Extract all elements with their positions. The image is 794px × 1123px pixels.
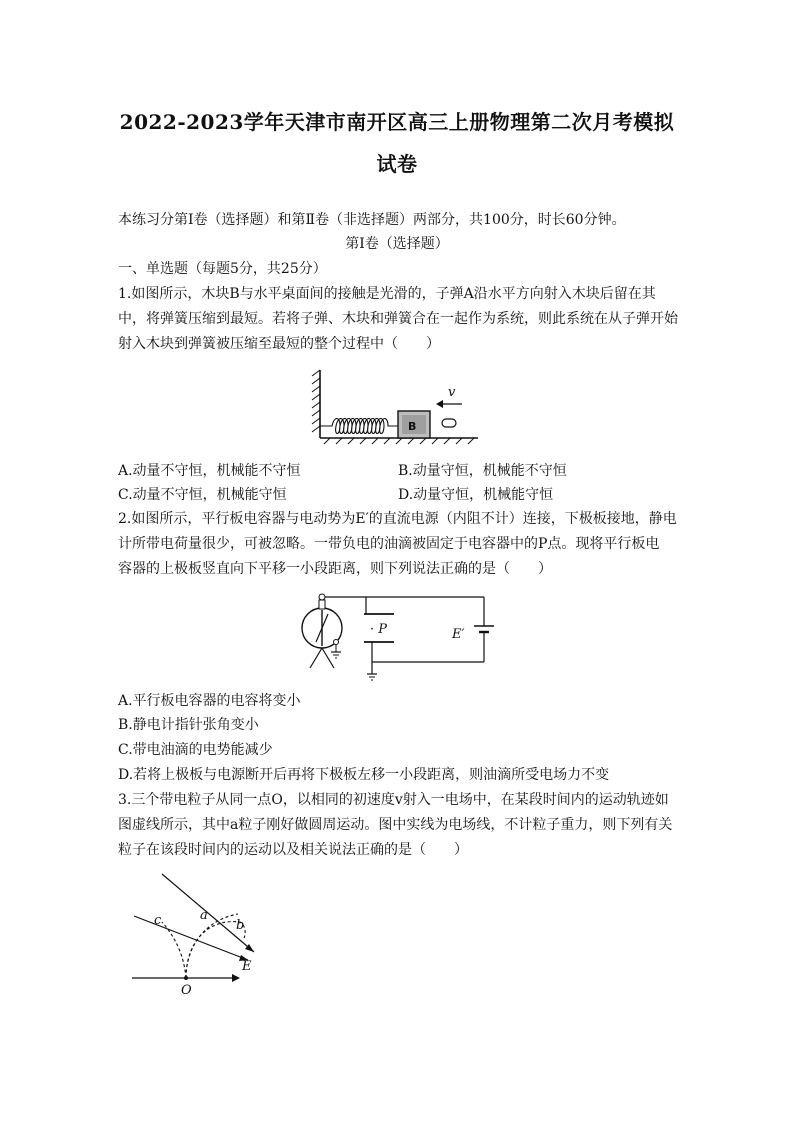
q2-option-c[interactable]: C.带电油滴的电势能减少	[118, 742, 273, 758]
q1-stem-line1: 1.如图所示，木块B与水平桌面间的接触是光滑的，子弹A沿水平方向射入木块后留在其	[118, 286, 656, 302]
q3-label-O: O	[181, 983, 192, 998]
q2-stem-line1: 2.如图所示，平行板电容器与电动势为E′的直流电源（内阻不计）连接，下极板接地，静电	[118, 511, 677, 527]
q2-option-d[interactable]: D.若将上极板与电源断开后再将下极板左移一小段距离，则油滴所受电场力不变	[118, 767, 610, 783]
q3-stem-line2: 图虚线所示，其中a粒子刚好做圆周运动。图中实线为电场线，不计粒子重力，则下列有关	[118, 817, 673, 833]
q1-option-c[interactable]: C.动量不守恒，机械能守恒	[118, 487, 287, 503]
q1-option-d[interactable]: D.动量守恒，机械能守恒	[398, 487, 554, 503]
q1-figure	[310, 366, 490, 446]
q3-label-a: a	[200, 908, 208, 923]
q2-option-a[interactable]: A.平行板电容器的电容将变小	[118, 693, 301, 709]
q1-block-label: B	[408, 420, 417, 433]
q3-stem-line1: 3.三个带电粒子从同一点O，以相同的初速度v射入一电场中，在某段时间内的运动轨迹如	[118, 792, 669, 808]
q2-option-b[interactable]: B.静电计指针张角变小	[118, 717, 259, 733]
q3-label-b: b	[236, 918, 245, 933]
q1-stem-line2: 中，将弹簧压缩到最短。若将子弹、木块和弹簧合在一起作为系统，则此系统在从子弹开始	[118, 311, 678, 327]
q1-velocity-label: v	[448, 385, 456, 400]
q3-label-c: c	[154, 913, 162, 928]
q3-stem-line3: 粒子在该段时间内的运动以及相关说法正确的是（ ）	[118, 842, 468, 858]
exam-title-line1: 2022-2023学年天津市南开区高三上册物理第二次月考模拟	[119, 110, 675, 134]
exam-title-line2: 试卷	[376, 152, 418, 176]
q2-point-label: · P	[370, 622, 388, 637]
q1-stem-line3: 射入木块到弹簧被压缩至最短的整个过程中（ ）	[118, 336, 440, 352]
q3-figure	[128, 868, 268, 1000]
intro-text: 本练习分第Ⅰ卷（选择题）和第Ⅱ卷（非选择题）两部分，共100分，时长60分钟。	[118, 212, 626, 228]
q1-option-a[interactable]: A.动量不守恒，机械能不守恒	[118, 463, 301, 479]
section1-heading: 一、单选题（每题5分，共25分）	[118, 261, 327, 277]
part1-heading: 第Ⅰ卷（选择题）	[345, 236, 449, 252]
q1-option-b[interactable]: B.动量守恒，机械能不守恒	[398, 463, 567, 479]
q2-emf-label: E′	[452, 627, 465, 642]
q2-stem-line2: 计所带电荷量很少，可被忽略。一带负电的油滴被固定于电容器中的P点。现将平行板电	[118, 536, 660, 552]
q3-label-E: E	[242, 959, 252, 974]
q2-figure	[296, 590, 496, 682]
q2-stem-line3: 容器的上极板竖直向下平移一小段距离，则下列说法正确的是（ ）	[118, 561, 552, 577]
